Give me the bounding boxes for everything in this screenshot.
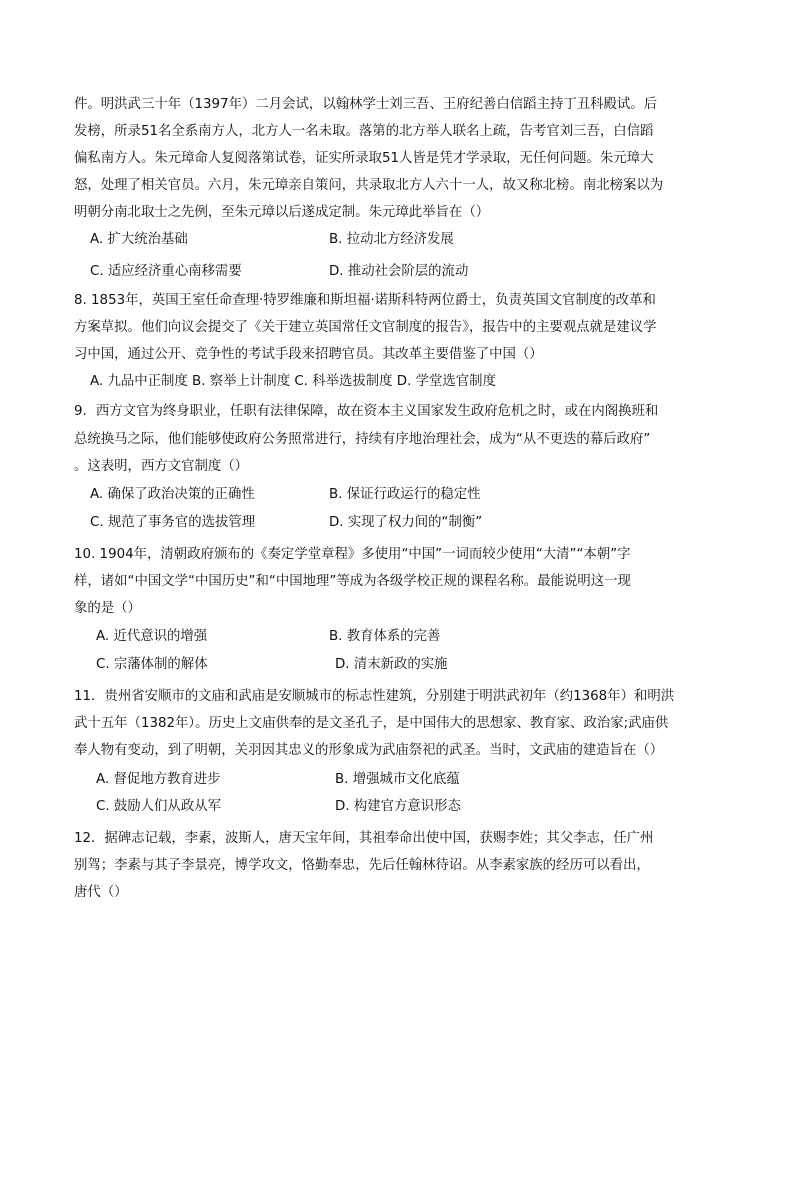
question-9-stem-line-2: 总统换马之际，他们能够使政府公务照常进行，持续有序地治理社会，成为“从不更迭的幕后政府” — [74, 432, 651, 447]
question-9-option-d: D. 实现了权力间的“制衡” — [329, 515, 483, 530]
question-7-stem-line-5: 明朝分南北取士之先例，至朱元璋以后遂成定制。朱元璋此举旨在（） — [74, 205, 490, 220]
question-9-stem-line-1: 9．西方文官为终身职业，任职有法律保障，故在资本主义国家发生政府危机之时，或在内阁换班和 — [74, 404, 659, 419]
question-7-option-c: C. 适应经济重心南移需要 — [90, 264, 242, 279]
question-9-stem-line-3: 。这表明，西方文官制度（） — [74, 459, 249, 474]
question-10-stem-line-2: 样，诸如“中国文学“中国历史”和“中国地理”等成为各级学校正规的课程名称。最能说明这一现 — [74, 574, 631, 589]
question-10-option-b: B. 教育体系的完善 — [329, 629, 441, 644]
question-7-stem-line-4: 怒，处理了相关官员。六月，朱元璋亲自策问，共录取北方人六十一人，故又称北榜。南北榜案以为 — [74, 178, 664, 193]
question-8-stem-line-2: 方案草拟。他们向议会提交了《关于建立英国常任文官制度的报告》，报告中的主要观点就是建议学 — [74, 320, 657, 335]
question-11-option-c: C. 鼓励人们从政从军 — [96, 799, 221, 814]
question-10-option-c: C. 宗藩体制的解体 — [96, 657, 208, 672]
question-10-stem-line-1: 10. 1904年，清朝政府颁布的《奏定学堂章程》多使用“中国”一词而较少使用“大清”“本朝”字 — [74, 547, 631, 562]
question-12-stem-line-1: 12．据碑志记载，李素，波斯人，唐天宝年间，其祖奉命出使中国，获赐李姓；其父李志，任广州 — [74, 831, 654, 846]
question-7-stem-line-3: 偏私南方人。朱元璋命人复阅落第试卷，证实所录取51人皆是凭才学录取，无任何问题。朱元璋大 — [74, 151, 654, 166]
question-7-option-b: B. 拉动北方经济发展 — [329, 232, 454, 247]
question-7-option-a: A. 扩大统治基础 — [90, 232, 188, 247]
question-11-stem-line-1: 11．贵州省安顺市的文庙和武庙是安顺城市的标志性建筑，分别建于明洪武初年（约1368年）和明洪 — [74, 689, 675, 704]
question-10-stem-line-3: 象的是（） — [74, 601, 141, 616]
question-7-stem-line-1: 件。明洪武三十年（1397年）二月会试，以翰林学士刘三吾、王府纪善白信蹈主持丁丑科殿试。后 — [74, 97, 658, 112]
question-7-stem-line-2: 发榜，所录51名全系南方人，北方人一名未取。落第的北方举人联名上疏，告考官刘三吾，白信蹈 — [74, 124, 654, 139]
question-9-option-b: B. 保证行政运行的稳定性 — [329, 487, 481, 502]
question-11-option-d: D. 构建官方意识形态 — [335, 799, 461, 814]
question-12-stem-line-2: 别驾；李素与其子李景亮，博学攻文，恪勤奉忠，先后任翰林待诏。从李素家族的经历可以看出， — [74, 858, 650, 873]
question-11-stem-line-2: 武十五年（1382年）。历史上文庙供奉的是文圣孔子，是中国伟大的思想家、教育家、政治家;武庙供 — [74, 716, 669, 731]
question-9-option-a: A. 确保了政治决策的正确性 — [90, 487, 255, 502]
question-9-option-c: C. 规范了事务官的选拔管理 — [90, 515, 256, 530]
question-8-stem-line-3: 习中国，通过公开、竞争性的考试手段来招聘官员。其改革主要借鉴了中国（） — [74, 347, 543, 362]
question-10-option-a: A. 近代意识的增强 — [96, 629, 208, 644]
question-12-stem-line-3: 唐代（） — [74, 885, 128, 900]
question-11-option-a: A. 督促地方教育进步 — [96, 772, 221, 787]
question-7-option-d: D. 推动社会阶层的流动 — [329, 264, 469, 279]
question-10-option-d: D. 清末新政的实施 — [335, 657, 448, 672]
question-11-option-b: B. 增强城市文化底蕴 — [335, 772, 460, 787]
question-8-options: A. 九品中正制度 B. 察举上计制度 C. 科举选拔制度 D. 学堂选官制度 — [90, 374, 496, 389]
question-11-stem-line-3: 奉人物有变动，到了明朝，关羽因其忠义的形象成为武庙祭祀的武圣。当时，文武庙的建造旨在（） — [74, 743, 664, 758]
question-8-stem-line-1: 8. 1853年，英国王室任命查理·特罗维廉和斯坦福·诺斯科特两位爵士，负责英国文官制度的改革和 — [74, 293, 656, 308]
